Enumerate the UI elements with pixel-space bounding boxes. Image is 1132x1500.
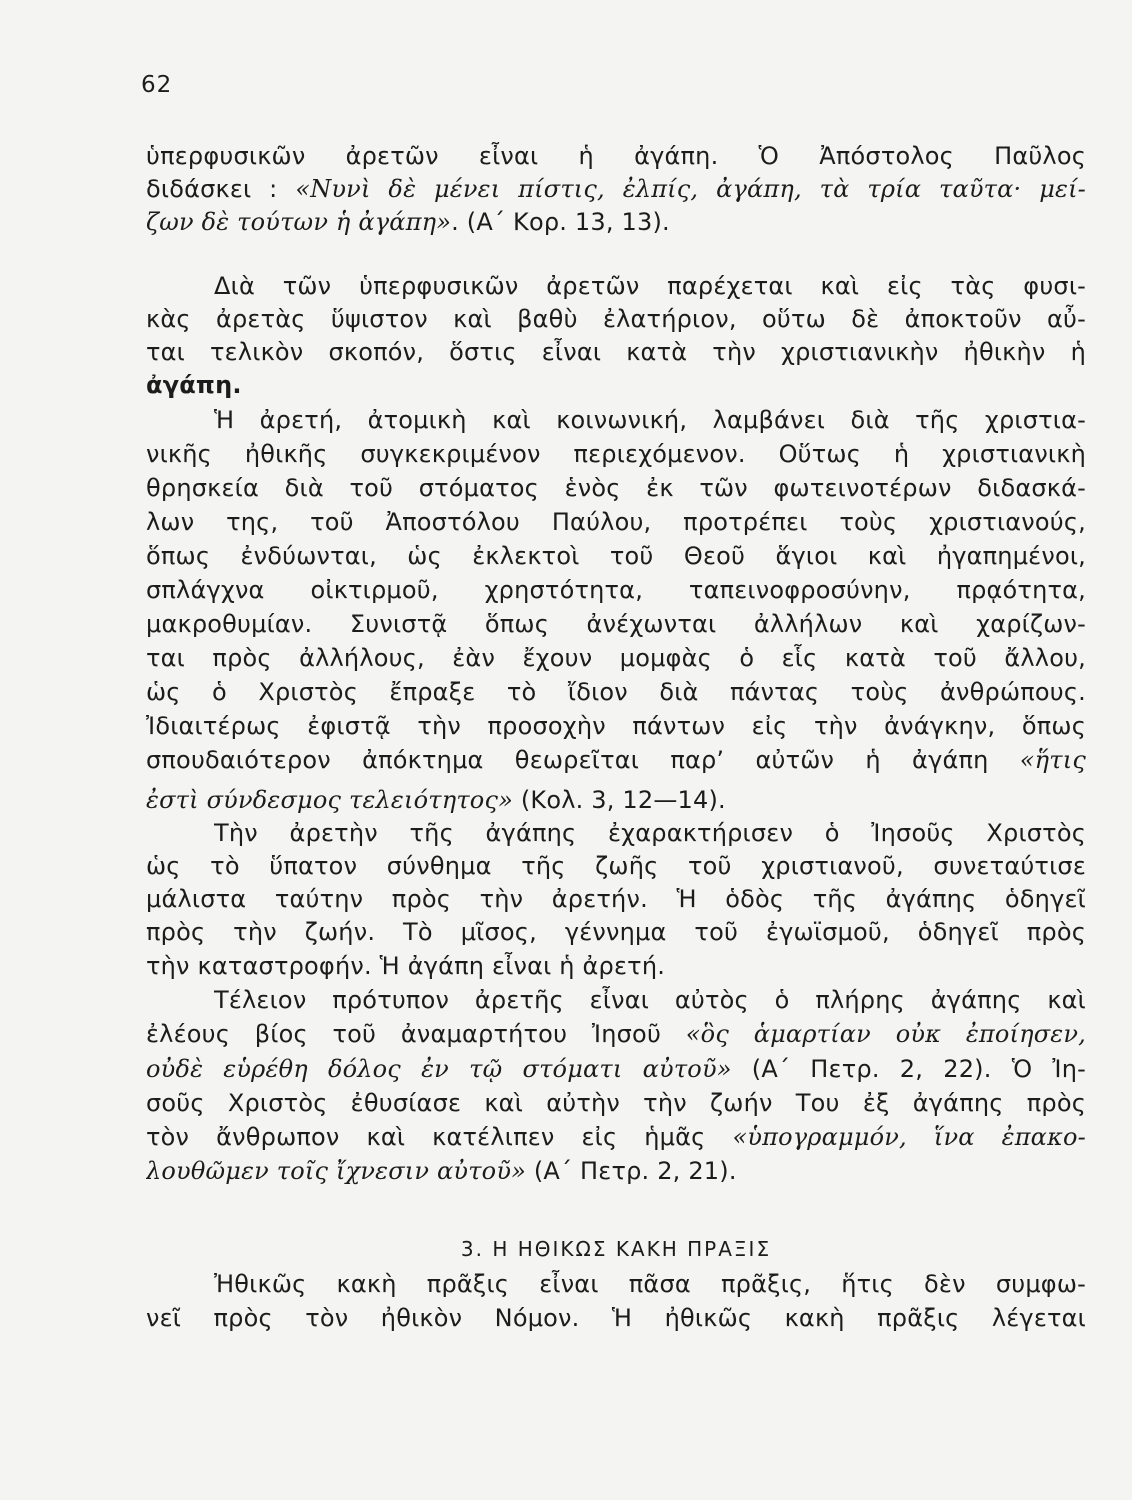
scripture-quote: λουθῶμεν τοῖς ἴχνεσιν αὐτοῦ» bbox=[146, 1157, 527, 1185]
text-line bbox=[146, 303, 1086, 337]
text-segment: σπλάγχνα οἰκτιρμοῦ, χρηστότητα, ταπεινοφροσύνην, πρᾳότητα, bbox=[146, 576, 1086, 604]
text-line bbox=[146, 676, 1086, 710]
text-line bbox=[146, 1155, 1086, 1189]
scripture-quote: οὐδὲ εὑρέθη δόλος ἐν τῷ στόματι αὐτοῦ» bbox=[146, 1055, 732, 1083]
text-line bbox=[214, 270, 1086, 304]
text-segment: λων της, τοῦ Ἀποστόλου Παύλου, προτρέπει τοὺς χριστιανούς, bbox=[146, 508, 1086, 536]
text-segment: (Κολ. 3, 12—14). bbox=[512, 786, 726, 814]
text-line bbox=[146, 1121, 1086, 1155]
text-segment: τὸν ἄνθρωπον καὶ κατέλιπεν εἰς ἡμᾶς bbox=[146, 1123, 733, 1151]
text-segment: ται πρὸς ἀλλήλους, ἐὰν ἔχουν μομφὰς ὁ εἷς κατὰ τοῦ ἄλλου, bbox=[146, 644, 1086, 672]
text-line bbox=[146, 1018, 1086, 1052]
text-segment: κὰς ἀρετὰς ὕψιστον καὶ βαθὺ ἐλατήριον, οὕτω δὲ ἀποκτοῦν αὖ- bbox=[146, 305, 1086, 333]
text-line bbox=[214, 404, 1086, 438]
text-line bbox=[146, 438, 1086, 472]
scripture-quote: «ὑπογραμμόν, ἵνα ἐπακο- bbox=[732, 1123, 1086, 1151]
text-line bbox=[146, 206, 1086, 240]
text-line bbox=[146, 916, 1086, 950]
text-segment: νικῆς ἠθικῆς συγκεκριμένον περιεχόμενον. Οὕτως ἡ χριστιανικὴ bbox=[146, 440, 1086, 468]
text-line bbox=[214, 1268, 1086, 1302]
text-line bbox=[146, 173, 1086, 207]
text-line bbox=[214, 817, 1086, 851]
text-segment: τὴν καταστροφήν. Ἡ ἀγάπη εἶναι ἡ ἀρετή. bbox=[146, 952, 666, 980]
text-segment: ὅπως ἐνδύωνται, ὡς ἐκλεκτοὶ τοῦ Θεοῦ ἅγιοι καὶ ἠγαπημένοι, bbox=[146, 542, 1086, 570]
text-segment: θρησκεία διὰ τοῦ στόματος ἑνὸς ἐκ τῶν φωτεινοτέρων διδασκά- bbox=[146, 474, 1086, 502]
text-line bbox=[146, 336, 1086, 370]
text-line bbox=[146, 850, 1086, 884]
text-segment: σπουδαιότερον ἀπόκτημα θεωρεῖται παρ’ αὐτῶν ἡ ἀγάπη bbox=[146, 746, 1020, 774]
text-line bbox=[146, 883, 1086, 917]
text-segment: ὡς τὸ ὕπατον σύνθημα τῆς ζωῆς τοῦ χριστιανοῦ, συνεταύτισε bbox=[146, 852, 1086, 880]
text-line bbox=[146, 1302, 1086, 1336]
page-number: 62 bbox=[141, 72, 173, 98]
section-heading: 3. Η ΗΘΙΚΩΣ ΚΑΚΗ ΠΡΑΞΙΣ bbox=[460, 1237, 772, 1261]
text-line bbox=[146, 710, 1086, 744]
scripture-quote: «ἥτις bbox=[1019, 746, 1086, 774]
scripture-quote: «ὃς ἁμαρτίαν οὐκ ἐποίησεν, bbox=[685, 1020, 1086, 1048]
scripture-quote: ἐστὶ σύνδεσμος τελειότητος» bbox=[146, 786, 513, 814]
text-segment: Τέλειον πρότυπον ἀρετῆς εἶναι αὐτὸς ὁ πλήρης ἀγάπης καὶ bbox=[214, 986, 1086, 1014]
text-segment: μάλιστα ταύτην πρὸς τὴν ἀρετήν. Ἡ ὁδὸς τῆς ἀγάπης ὁδηγεῖ bbox=[146, 885, 1086, 913]
scripture-quote: «Νυνὶ δὲ μένει πίστις, ἐλπίς, ἀγάπη, τὰ τρία ταῦτα· μεί- bbox=[295, 175, 1086, 203]
text-segment: σοῦς Χριστὸς ἐθυσίασε καὶ αὐτὴν τὴν ζωήν Του ἐξ ἀγάπης πρὸς bbox=[146, 1089, 1086, 1117]
text-line bbox=[146, 950, 1086, 984]
text-line bbox=[146, 140, 1086, 174]
text-line bbox=[146, 784, 1086, 818]
text-segment: . (Α΄ Κορ. 13, 13). bbox=[451, 208, 670, 236]
text-segment: διδάσκει : bbox=[146, 175, 296, 203]
text-segment: πρὸς τὴν ζωήν. Τὸ μῖσος, γέννημα τοῦ ἐγωϊσμοῦ, ὁδηγεῖ πρὸς bbox=[146, 918, 1086, 946]
text-segment: (Α΄ Πετρ. 2, 22). Ὁ Ἰη- bbox=[731, 1055, 1086, 1083]
text-segment: νεῖ πρὸς τὸν ἠθικὸν Νόμον. Ἡ ἠθικῶς κακὴ πρᾶξις λέγεται bbox=[146, 1304, 1086, 1332]
text-segment: μακροθυμίαν. Συνιστᾷ ὅπως ἀνέχωνται ἀλλήλων καὶ χαρίζων- bbox=[146, 610, 1086, 638]
text-segment: ἐλέους βίος τοῦ ἀναμαρτήτου Ἰησοῦ bbox=[146, 1020, 686, 1048]
text-segment: Τὴν ἀρετὴν τῆς ἀγάπης ἐχαρακτήρισεν ὁ Ἰησοῦς Χριστὸς bbox=[214, 819, 1086, 847]
text-line bbox=[146, 642, 1086, 676]
text-segment: ὡς ὁ Χριστὸς ἔπραξε τὸ ἴδιον διὰ πάντας τοὺς ἀνθρώπους. bbox=[146, 678, 1086, 706]
text-line bbox=[146, 574, 1086, 608]
emphasized-word: ἀγάπη. bbox=[146, 371, 242, 399]
text-line bbox=[146, 744, 1086, 778]
text-segment: Ἡ ἀρετή, ἀτομικὴ καὶ κοινωνική, λαμβάνει διὰ τῆς χριστια- bbox=[214, 406, 1086, 434]
text-line bbox=[146, 608, 1086, 642]
text-segment: ὑπερφυσικῶν ἀρετῶν εἶναι ἡ ἀγάπη. Ὁ Ἀπόστολος Παῦλος bbox=[146, 142, 1086, 170]
text-line bbox=[146, 506, 1086, 540]
text-segment: Διὰ τῶν ὑπερφυσικῶν ἀρετῶν παρέχεται καὶ εἰς τὰς φυσι- bbox=[214, 272, 1086, 300]
text-line bbox=[146, 540, 1086, 574]
text-line bbox=[214, 984, 1086, 1018]
text-line bbox=[146, 1053, 1086, 1087]
text-line bbox=[146, 1087, 1086, 1121]
text-segment: ται τελικὸν σκοπόν, ὅστις εἶναι κατὰ τὴν χριστιανικὴν ἠθικὴν ἡ bbox=[146, 338, 1086, 366]
text-segment: Ἠθικῶς κακὴ πρᾶξις εἶναι πᾶσα πρᾶξις, ἥτις δὲν συμφω- bbox=[214, 1270, 1086, 1298]
scripture-quote: ζων δὲ τούτων ἡ ἀγάπη» bbox=[146, 208, 452, 236]
text-segment: Ἰδιαιτέρως ἐφιστᾷ τὴν προσοχὴν πάντων εἰς τὴν ἀνάγκην, ὅπως bbox=[146, 712, 1086, 740]
text-segment: (Α΄ Πετρ. 2, 21). bbox=[526, 1157, 737, 1185]
text-line bbox=[146, 369, 1086, 403]
text-line bbox=[146, 472, 1086, 506]
